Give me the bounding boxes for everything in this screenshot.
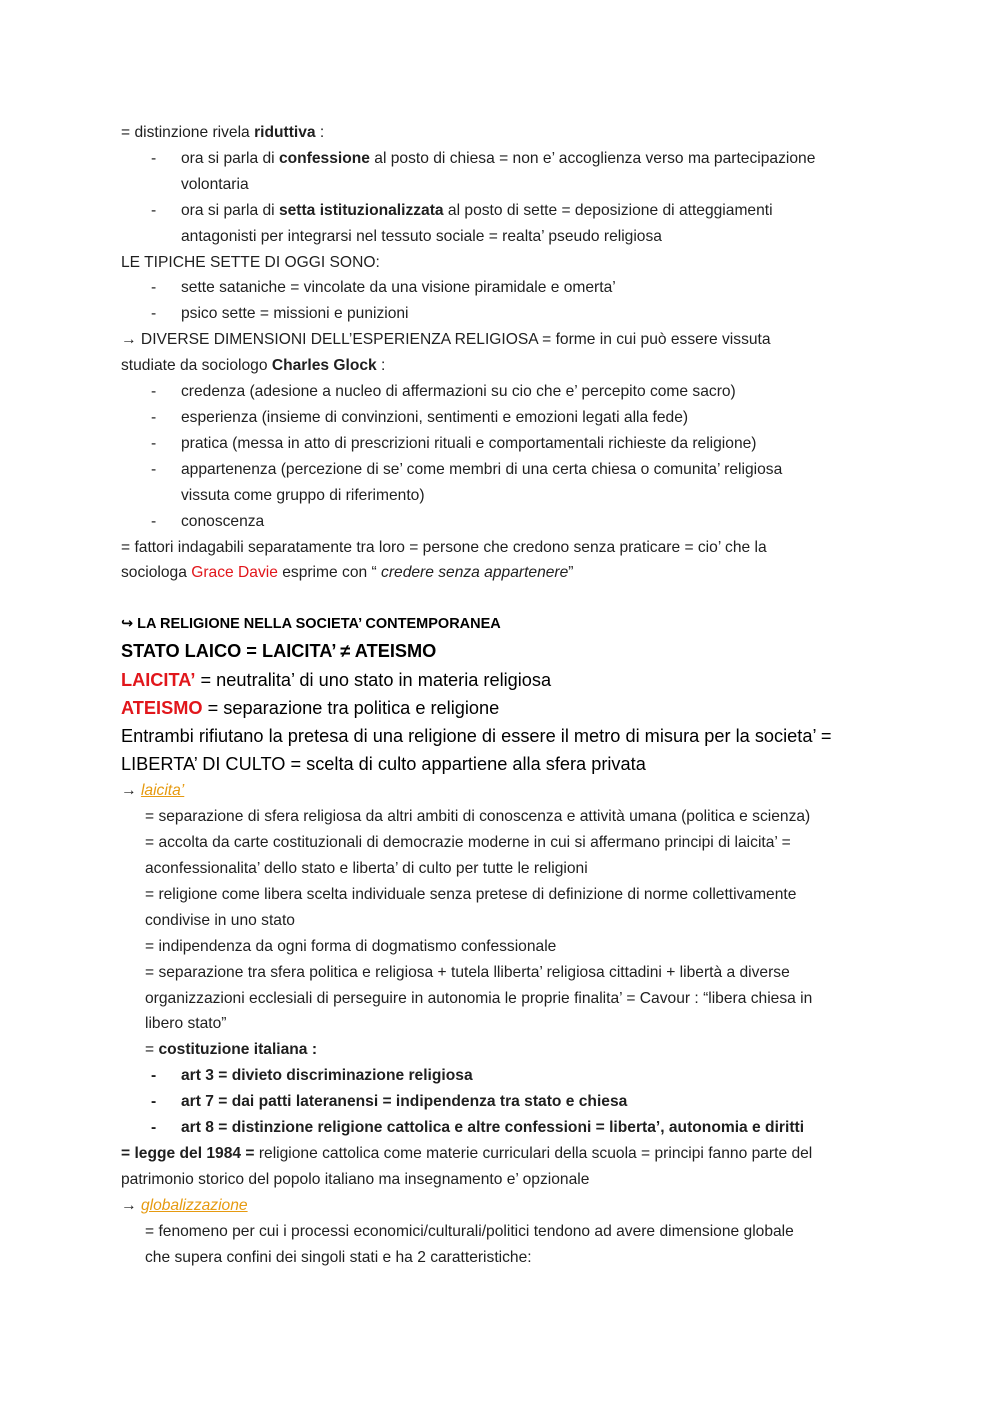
big-line: ATEISMO = separazione tra politica e religione <box>121 697 500 718</box>
bullet-item: - credenza (adesione a nucleo di affermazioni su cio che e’ percepito come sacro) <box>151 383 736 401</box>
big-line: LIBERTA’ DI CULTO = scelta di culto appartiene alla sfera privata <box>121 754 646 775</box>
big-line: LAICITA’ = neutralita’ di uno stato in materia religiosa <box>121 669 552 690</box>
bullet-item: - sette sataniche = vincolate da una visione piramidale e omerta’ <box>151 279 616 297</box>
bullet-item: - art 8 = distinzione religione cattolica e altre confessioni = liberta’, autonomia e diritti <box>151 1119 805 1137</box>
text-line: volontaria <box>181 175 249 193</box>
text-line: che supera confini dei singoli stati e ha 2 caratteristiche: <box>145 1248 532 1266</box>
text-line: = fenomeno per cui i processi economici/culturali/politici tendono ad avere dimensione globale <box>145 1222 794 1240</box>
bullet-item: - art 7 = dai patti lateranensi = indipendenza tra stato e chiesa <box>151 1093 628 1111</box>
bullet-item: - esperienza (insieme di convinzioni, sentimenti e emozioni legati alla fede) <box>151 408 689 426</box>
text-line: = religione come libera scelta individuale senza pretese di definizione di norme collettivamente <box>145 885 797 903</box>
text-line: = fattori indagabili separatamente tra loro = persone che credono senza praticare = cio’ che la <box>121 538 767 556</box>
text-line: LE TIPICHE SETTE DI OGGI SONO: <box>121 253 380 271</box>
text-line: condivise in uno stato <box>145 911 295 929</box>
document-page <box>121 120 881 1271</box>
bullet-item: - pratica (messa in atto di prescrizioni rituali e comportamentali richieste da religione) <box>151 434 757 452</box>
big-line: STATO LAICO = LAICITA’ ≠ ATEISMO <box>121 641 437 662</box>
text-line: → DIVERSE DIMENSIONI DELL’ESPERIENZA RELIGIOSA = forme in cui può essere vissuta <box>121 331 771 349</box>
bullet-item: - ora si parla di setta istituzionalizzata al posto di sette = deposizione di atteggiamenti <box>151 201 773 219</box>
text-line: libero stato” <box>145 1015 227 1033</box>
bullet-item: - conoscenza <box>151 512 265 530</box>
text-line: → globalizzazione <box>121 1196 248 1214</box>
section-heading: ↪ LA RELIGIONE NELLA SOCIETA’ CONTEMPORANEA <box>121 616 501 633</box>
text-line: studiate da sociologo Charles Glock : <box>121 357 386 375</box>
text-line: vissuta come gruppo di riferimento) <box>181 486 425 504</box>
text-line: sociologa Grace Davie esprime con “ credere senza appartenere” <box>121 564 574 582</box>
bullet-item: - art 3 = divieto discriminazione religiosa <box>151 1067 473 1085</box>
text-line: = distinzione rivela riduttiva : <box>121 124 325 141</box>
bullet-item: - psico sette = missioni e punizioni <box>151 305 409 323</box>
text-line: = legge del 1984 = religione cattolica come materie curriculari della scuola = principi fanno parte del <box>121 1145 813 1163</box>
text-line: aconfessionalita’ dello stato e liberta’ di culto per tutte le religioni <box>145 860 588 878</box>
text-line: = accolta da carte costituzionali di democrazie moderne in cui si affermano principi di laicita’ = <box>145 834 791 852</box>
text-line: patrimonio storico del popolo italiano ma insegnamento e’ opzionale <box>121 1170 590 1188</box>
bullet-item: - appartenenza (percezione di se’ come membri di una certa chiesa o comunita’ religiosa <box>151 460 783 478</box>
text-line: = costituzione italiana : <box>145 1041 318 1059</box>
text-line: organizzazioni ecclesiali di perseguire in autonomia le proprie finalita’ = Cavour : “libera chiesa in <box>145 989 813 1007</box>
text-line: = separazione di sfera religiosa da altri ambiti di conoscenza e attività umana (politica e scienza) <box>145 808 811 826</box>
bullet-item: - ora si parla di confessione al posto di chiesa = non e’ accoglienza verso ma partecipazione <box>151 149 816 167</box>
globalizzazione-link[interactable]: globalizzazione <box>140 1196 248 1214</box>
text-line: antagonisti per integrarsi nel tessuto sociale = realta’ pseudo religiosa <box>181 227 662 245</box>
big-line: Entrambi rifiutano la pretesa di una religione di essere il metro di misura per la societa’ = <box>121 725 832 746</box>
text-line: → laicita’ <box>121 782 185 800</box>
text-line: = indipendenza da ogni forma di dogmatismo confessionale <box>145 937 557 955</box>
laicita-link[interactable]: laicita’ <box>140 782 185 800</box>
text-line: = separazione tra sfera politica e religiosa + tutela lliberta’ religiosa cittadini + libertà a diverse <box>145 963 790 981</box>
